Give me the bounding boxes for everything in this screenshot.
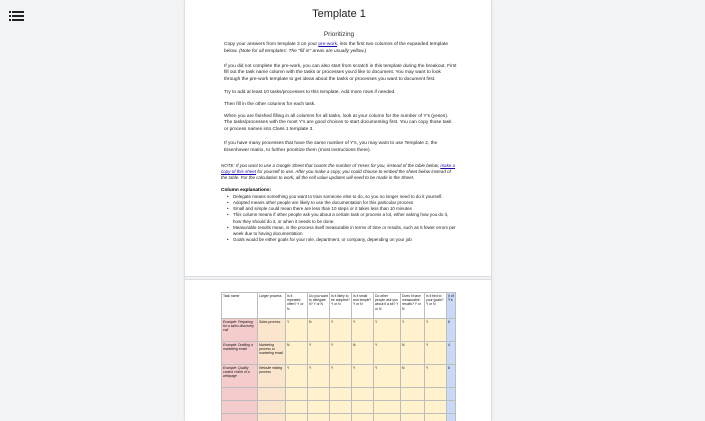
list-item: • This column means if other people ask you about a certain task or process a lot, either asking how you do it, how they should do it, or when it needs to be done. — [233, 212, 457, 224]
column-explanations-heading: Column explanations: — [221, 188, 272, 194]
note-text: for yourself to use. After you make a copy, you could choose to embed the sheet below instead of the table. For the calculation to work, all the cell value updates will need to be made in the Sheet. — [221, 168, 451, 180]
table-header-cell: Is it small and simple? Y or N — [352, 293, 374, 319]
table-cell[interactable]: Example: Quality control check of a webpage — [222, 365, 258, 388]
list-item: • Delegate means something you want to train someone else to do, so you no longer need to do it yourself. — [233, 194, 457, 200]
page-title: Template 1 — [312, 8, 366, 20]
table-cell[interactable]: Y — [374, 342, 401, 365]
table-cell[interactable]: Y — [374, 319, 401, 342]
table-cell[interactable]: Y — [425, 365, 447, 388]
table-cell[interactable]: Example: Preparing for a sales discovery call — [222, 319, 258, 342]
table-cell[interactable] — [330, 401, 352, 414]
table-header-cell: # of Y's — [447, 293, 456, 319]
table-cell[interactable]: Y — [352, 365, 374, 388]
paragraph-text: Copy your answers from template 3 on your — [224, 42, 319, 47]
table-cell[interactable]: Example: Drafting a marketing email — [222, 342, 258, 365]
table-cell[interactable]: Y — [308, 342, 330, 365]
pre-work-link[interactable]: pre-work — [318, 42, 338, 47]
table-cell[interactable] — [286, 401, 308, 414]
copy-sheet-link[interactable]: make a copy of this sheet — [221, 162, 456, 174]
table-cell[interactable] — [222, 401, 258, 414]
column-explanations-list — [233, 194, 457, 243]
paragraph-text: , into the first two columns of the expanded template below. — [224, 42, 448, 54]
section-heading: Prioritizing — [323, 31, 355, 38]
table-cell[interactable]: Website editing process — [258, 365, 286, 388]
table-row-blank — [222, 401, 456, 414]
table-cell[interactable] — [425, 414, 447, 421]
table-cell[interactable] — [286, 414, 308, 421]
table-header-cell: Task name — [222, 293, 258, 319]
table-cell[interactable] — [447, 414, 456, 421]
prioritization-table — [221, 292, 456, 421]
table-row — [222, 319, 456, 342]
list-item: • Small and simple could mean there are less than 10 steps or it takes less than 10 minutes — [233, 206, 457, 212]
table-cell[interactable] — [222, 388, 258, 401]
table-cell[interactable] — [374, 414, 401, 421]
note-text: NOTE: If you want to use a Google Sheet that counts the number of Yeses for you, instead of the table below, — [221, 162, 441, 168]
table-cell[interactable]: 4 — [447, 342, 456, 365]
table-header-cell: Larger process — [258, 293, 286, 319]
list-item: • Goals would be either goals for your role, department, or company, depending on your job — [233, 237, 457, 243]
table-cell[interactable]: Y — [374, 365, 401, 388]
list-item: • Measurable results mean, is the process itself measurable in terms of time or results, such as 5 fewer errors per week due to having documentation — [233, 225, 457, 237]
table-cell[interactable] — [222, 414, 258, 421]
table-cell[interactable]: Marketing process or marketing email — [258, 342, 286, 365]
document-body — [221, 0, 457, 243]
table-header-cell: Do other people ask you about it a lot? Y or N — [374, 293, 401, 319]
paragraph-note: (Note for all templates: The "fill in" areas are usually yellow.) — [238, 48, 367, 54]
paragraph-no-prework: If you did not complete the pre-work, you can also start from scratch in this template during the breakout. First fill out the task name column with the tasks or processes you'd like to document. You may want to look through the pre-work template to get ideas about the tasks or processes you want to document first. — [224, 63, 457, 83]
table-row — [222, 342, 456, 365]
table-header-cell: Is it likely to be adopted? Y or N — [330, 293, 352, 319]
table-cell[interactable] — [330, 414, 352, 421]
table-cell[interactable]: Sales process — [258, 319, 286, 342]
table-header-cell: Do you want to delegate it? Y or N — [308, 293, 330, 319]
page-break — [185, 276, 491, 280]
table-cell[interactable] — [401, 414, 425, 421]
table-cell[interactable]: N — [401, 342, 425, 365]
table-cell[interactable]: Y — [352, 319, 374, 342]
table-cell[interactable]: N — [308, 319, 330, 342]
table-cell[interactable] — [447, 401, 456, 414]
table-cell[interactable] — [308, 414, 330, 421]
table-header-cell: Is it repeated often? Y or N — [286, 293, 308, 319]
paragraph-eisenhower: If you have many processes that have the same number of Y's, you may want to use Template 2, the Eisenhower matrix, to further prioritize them (most instructions there). — [224, 140, 438, 153]
menu-bar — [12, 19, 24, 21]
table-header-cell: Does it have measurable results? Y or N — [401, 293, 425, 319]
table-cell[interactable]: Y — [401, 319, 425, 342]
table-header-row — [222, 293, 456, 319]
table-cell[interactable] — [425, 401, 447, 414]
table-cell[interactable]: Y — [330, 342, 352, 365]
table-cell[interactable] — [352, 388, 374, 401]
paragraph-copy-answers — [224, 42, 457, 56]
table-cell[interactable]: Y — [330, 365, 352, 388]
table-cell[interactable]: Y — [425, 319, 447, 342]
table-cell[interactable] — [352, 401, 374, 414]
paragraph-fill-columns: Then fill in the other columns for each task. — [224, 101, 316, 107]
table-row-blank — [222, 414, 456, 421]
table-header-cell: Is it tied to your goals? Y or N — [425, 293, 447, 319]
table-cell[interactable] — [374, 401, 401, 414]
table-cell[interactable] — [286, 388, 308, 401]
table-cell[interactable] — [308, 401, 330, 414]
table-cell[interactable]: N — [401, 365, 425, 388]
table-cell[interactable] — [308, 388, 330, 401]
table-cell[interactable] — [401, 401, 425, 414]
list-item: • Adopted means other people are likely to use the documentation for this particular process — [233, 200, 457, 206]
table-cell[interactable]: Y — [330, 319, 352, 342]
hamburger-menu-icon[interactable] — [12, 11, 24, 21]
table-cell[interactable]: N — [286, 342, 308, 365]
table-row — [222, 365, 456, 388]
menu-bar — [12, 15, 24, 17]
note-paragraph — [221, 163, 457, 182]
table-cell[interactable] — [258, 388, 286, 401]
table-cell[interactable] — [447, 388, 456, 401]
table-cell[interactable]: 6 — [447, 365, 456, 388]
table-cell[interactable] — [330, 388, 352, 401]
table-cell[interactable]: Y — [308, 365, 330, 388]
table-cell[interactable]: Y — [425, 342, 447, 365]
table-cell[interactable]: N — [352, 342, 374, 365]
paragraph-when-finished: When you are finished filling in all columns for all tasks, look at your column for the number of Y's (yeses). The tasks/processes with the most Y's are good choices to start documenting first. You can copy those task or process names into Class 1 template 3. — [224, 113, 452, 133]
document-page — [185, 0, 491, 421]
table-cell[interactable] — [425, 388, 447, 401]
table-cell[interactable] — [258, 401, 286, 414]
table-row-blank — [222, 388, 456, 401]
paragraph-add-tasks: Try to add at least 10 tasks/processes to this template. Add more rows if needed. — [224, 89, 396, 95]
table-cell[interactable]: Y — [286, 365, 308, 388]
table-cell[interactable] — [374, 388, 401, 401]
table-cell[interactable]: 6 — [447, 319, 456, 342]
table-cell[interactable] — [258, 414, 286, 421]
table-cell[interactable] — [401, 388, 425, 401]
menu-bar — [12, 11, 24, 13]
table-cell[interactable] — [352, 414, 374, 421]
table-cell[interactable]: Y — [286, 319, 308, 342]
